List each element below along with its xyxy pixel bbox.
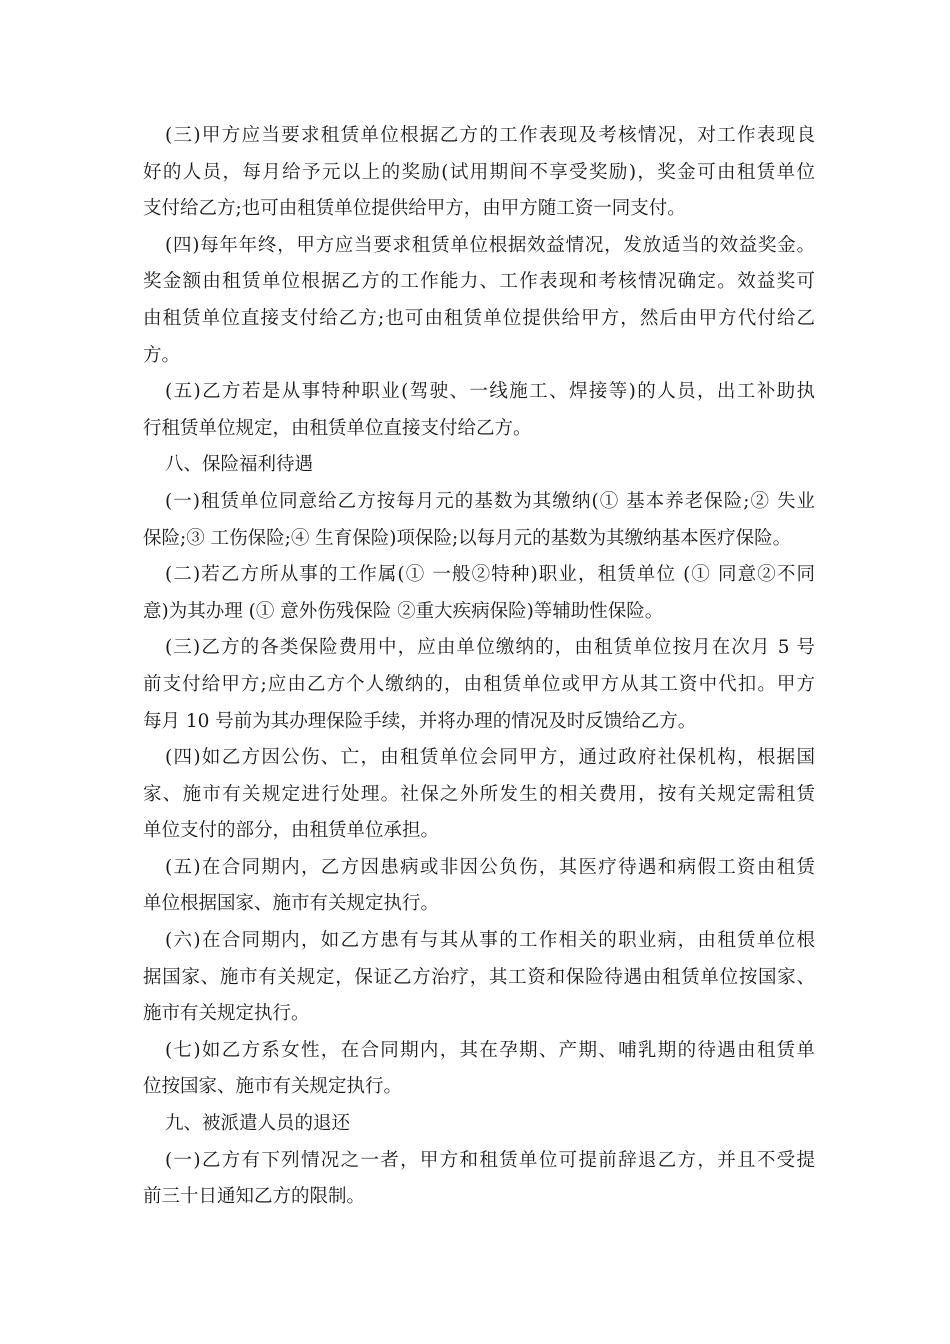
document-body [143, 118, 815, 1216]
paragraph-line: 好的人员，每月给予元以上的奖励(试用期间不享受奖励)，奖金可由租赁单位 [143, 161, 815, 183]
paragraph-line: (一)租赁单位同意给乙方按每月元的基数为其缴纳(① 基本养老保险;② 失业 [165, 490, 815, 512]
paragraph-line: 前支付给甲方;应由乙方个人缴纳的，由租赁单位或甲方从其工资中代扣。甲方 [143, 673, 815, 695]
paragraph-line: 据国家、施市有关规定，保证乙方治疗，其工资和保险待遇由租赁单位按国家、 [143, 966, 815, 988]
paragraph-line: (五)乙方若是从事特种职业(驾驶、一线施工、焊接等)的人员，出工补助执 [165, 381, 815, 403]
paragraph-line: (四)每年年终，甲方应当要求租赁单位根据效益情况，发放适当的效益奖金。 [165, 234, 815, 256]
paragraph-line: (六)在合同期内，如乙方患有与其从事的工作相关的职业病，由租赁单位根 [165, 930, 815, 952]
paragraph-line: 前三十日通知乙方的限制。 [143, 1186, 366, 1208]
paragraph-line: (五)在合同期内，乙方因患病或非因公负伤，其医疗待遇和病假工资由租赁 [165, 856, 815, 878]
paragraph [143, 557, 815, 630]
paragraph-line: 行租赁单位规定，由租赁单位直接支付给乙方。 [143, 417, 532, 439]
paragraph-line: 保险;③ 工伤保险;④ 生育保险)项保险;以每月元的基数为其缴纳基本医疗保险。 [143, 527, 792, 549]
paragraph-line: 家、施市有关规定进行处理。社保之外所发生的相关费用，按有关规定需租赁 [143, 783, 815, 805]
paragraph-line: (三)乙方的各类保险费用中，应由单位缴纳的，由租赁单位按月在次月 5 号 [165, 637, 815, 659]
section-heading: 九、被派遣人员的退还 [165, 1113, 351, 1135]
paragraph [143, 1143, 815, 1216]
paragraph-line: (七)如乙方系女性，在合同期内，其在孕期、产期、哺乳期的待遇由租赁单 [165, 1039, 815, 1061]
paragraph [143, 740, 815, 850]
paragraph-line: 意)为其办理 (① 意外伤残保险 ②重大疾病保险)等辅助性保险。 [143, 600, 664, 622]
paragraph-line: 单位支付的部分，由租赁单位承担。 [143, 820, 440, 842]
paragraph-line: (四)如乙方因公伤、亡，由租赁单位会同甲方，通过政府社保机构，根据国 [165, 747, 815, 769]
paragraph-line: 施市有关规定执行。 [143, 1003, 310, 1025]
paragraph-line: 位按国家、施市有关规定执行。 [143, 1076, 403, 1098]
paragraph-line: 由租赁单位直接支付给乙方;也可由租赁单位提供给甲方，然后由甲方代付给乙 [143, 307, 815, 329]
paragraph [143, 850, 815, 923]
paragraph-line: 方。 [143, 344, 181, 366]
paragraph-line: (二)若乙方所从事的工作属(① 一般②特种)职业，租赁单位 (① 同意②不同 [165, 564, 815, 586]
paragraph [143, 630, 815, 740]
paragraph-line: (一)乙方有下列情况之一者，甲方和租赁单位可提前辞退乙方，并且不受提 [165, 1149, 815, 1171]
paragraph-line: 每月 10 号前为其办理保险手续，并将办理的情况及时反馈给乙方。 [143, 710, 697, 732]
paragraph-line: 支付给乙方;也可由租赁单位提供给甲方，由甲方随工资一同支付。 [143, 198, 686, 220]
paragraph [143, 484, 815, 557]
paragraph-line: 单位根据国家、施市有关规定执行。 [143, 893, 440, 915]
paragraph [143, 118, 815, 228]
paragraph [143, 228, 815, 374]
section-heading: 八、保险福利待遇 [165, 454, 314, 476]
paragraph [143, 1033, 815, 1106]
paragraph [143, 923, 815, 1033]
paragraph [143, 374, 815, 447]
paragraph-line: 奖金额由租赁单位根据乙方的工作能力、工作表现和考核情况确定。效益奖可 [143, 271, 815, 293]
paragraph-line: (三)甲方应当要求租赁单位根据乙方的工作表现及考核情况，对工作表现良 [165, 125, 815, 146]
